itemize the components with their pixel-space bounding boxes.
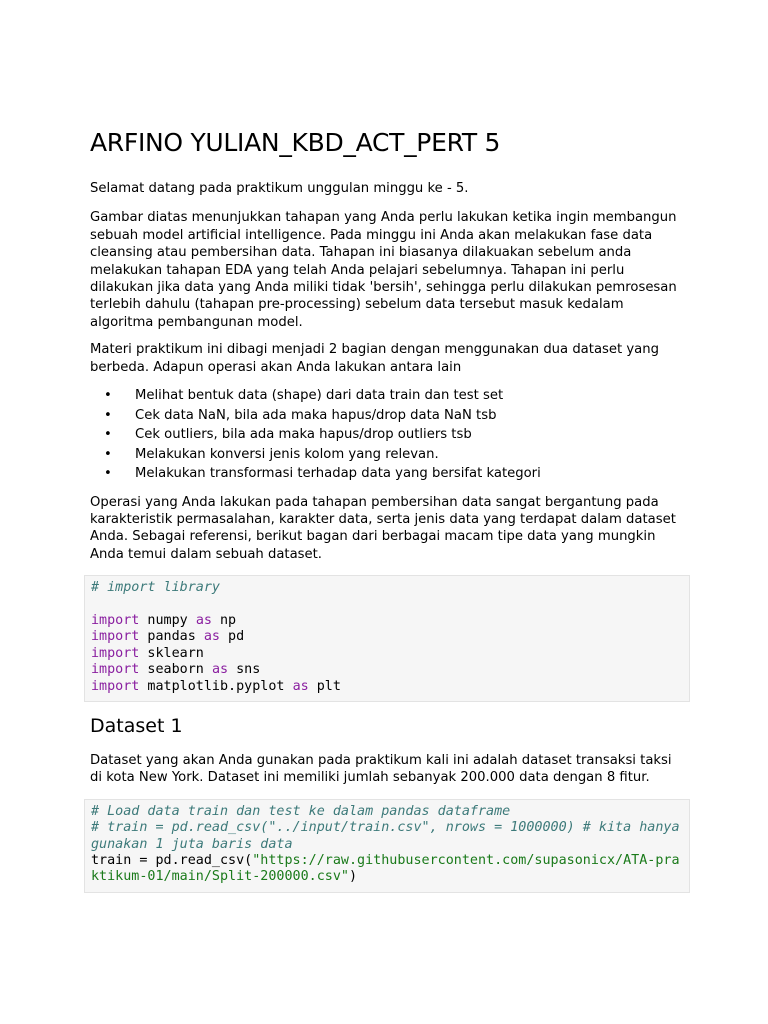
section-heading: Dataset 1 xyxy=(90,715,183,738)
code-line: import pandas as pd xyxy=(91,629,245,645)
code-cell-load-data[interactable] xyxy=(84,799,690,893)
code-line: import seaborn as sns xyxy=(91,662,261,678)
paragraph-materials: Materi praktikum ini dibagi menjadi 2 bagian dengan menggunakan dua dataset yang berbeda. Adapun operasi akan Anda lakukan antara lain xyxy=(90,342,659,375)
code-line: import sklearn xyxy=(91,645,204,661)
code-cell-imports[interactable] xyxy=(84,575,690,702)
bullet-glyph: • xyxy=(104,466,112,482)
code-comment: # Load data train dan test ke dalam pandas dataframe xyxy=(91,803,511,819)
code-line: import numpy as np xyxy=(91,612,237,628)
document-title: ARFINO YULIAN_KBD_ACT_PERT 5 xyxy=(90,128,501,157)
intro-text: Selamat datang pada praktikum unggulan minggu ke - 5. xyxy=(90,181,469,196)
paragraph-dataset: Dataset yang akan Anda gunakan pada praktikum kali ini adalah dataset transaksi taksi di kota New York. Dataset ini memiliki jumlah sebanyak 200.000 data dengan 8 fitur. xyxy=(90,753,672,786)
paragraph-overview: Gambar diatas menunjukkan tahapan yang Anda perlu lakukan ketika ingin membangun sebuah model artificial intelligence. Pada minggu ini Anda akan melakukan fase data cleansing atau pembersihan data. Tahapan ini biasanya dilakuakan sebelum anda melakukan tahapan EDA yang telah Anda pelajari sebelumnya. Tahapan ini perlu dilakukan jika data yang Anda miliki tidak 'bersih', sehingga perlu dilakukan pemrosesan terlebih dahulu (tahapan pre-processing) sebelum data tersebut masuk kedalam algoritma pembangunan model. xyxy=(90,210,677,330)
bullet-glyph: • xyxy=(104,407,112,423)
list-item: • Melihat bentuk data (shape) dari data train dan test set xyxy=(90,386,684,406)
list-item: • Cek data NaN, bila ada maka hapus/drop data NaN tsb xyxy=(90,406,684,426)
code-line: train = pd.read_csv("https://raw.githubusercontent.com/supasonicx/ATA-praktikum-01/main/Split-200000.csv") xyxy=(91,853,680,885)
list-item: • Cek outliers, bila ada maka hapus/drop outliers tsb xyxy=(90,425,684,445)
code-string: "https://raw.githubusercontent.com/supasonicx/ATA-praktikum-01/main/Split-200000.csv" xyxy=(91,853,680,885)
operations-list xyxy=(90,386,684,484)
code-line: import matplotlib.pyplot as plt xyxy=(91,678,341,694)
list-item: • Melakukan konversi jenis kolom yang relevan. xyxy=(90,445,684,465)
code-comment: # import library xyxy=(91,580,220,596)
code-comment: # train = pd.read_csv("../input/train.csv", nrows = 1000000) # kita hanya gunakan 1 juta baris data xyxy=(91,820,688,852)
paragraph-reference: Operasi yang Anda lakukan pada tahapan pembersihan data sangat bergantung pada karakteristik permasalahan, karakter data, serta jenis data yang terdapat dalam dataset Anda. Sebagai referensi, berikut bagan dari berbagai macam tipe data yang mungkin Anda temui dalam sebuah dataset. xyxy=(90,494,676,562)
list-item: • Melakukan transformasi terhadap data yang bersifat kategori xyxy=(90,464,684,484)
bullet-glyph: • xyxy=(104,446,112,462)
bullet-glyph: • xyxy=(104,427,112,443)
bullet-glyph: • xyxy=(104,388,112,404)
